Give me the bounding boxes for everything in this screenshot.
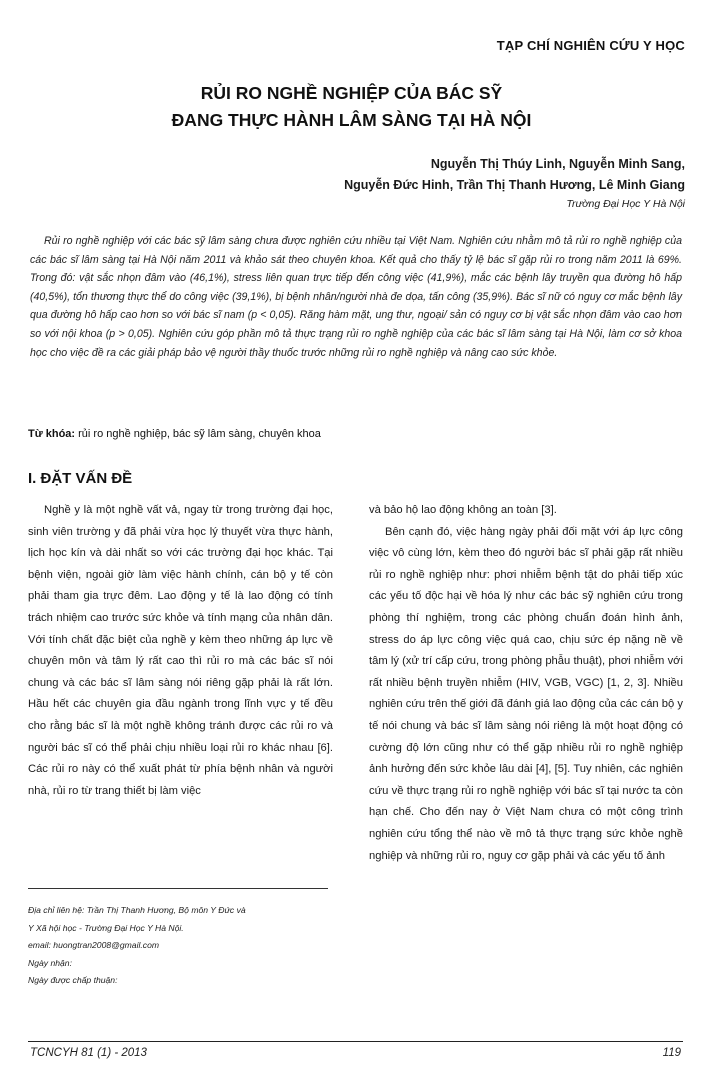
- section-heading: I. ĐẶT VẤN ĐỀ: [28, 470, 133, 487]
- keywords: [28, 428, 321, 440]
- footnote-department: Y Xã hội học - Trường Đại Học Y Hà Nội.: [28, 922, 184, 933]
- keywords-label: Từ khóa:: [28, 428, 76, 440]
- authors-line-2: Nguyễn Đức Hinh, Trần Thị Thanh Hương, Lê Minh Giang: [344, 178, 685, 192]
- article-title: [0, 80, 703, 134]
- footnote-email: email: huongtran2008@gmail.com: [28, 940, 160, 951]
- footer-divider: [28, 1041, 683, 1042]
- footnote: [28, 902, 340, 990]
- journal-name: TẠP CHÍ NGHIÊN CỨU Y HỌC: [496, 38, 685, 53]
- abstract: Rủi ro nghề nghiệp với các bác sỹ lâm sàng chưa được nghiên cứu nhiều tại Việt Nam. Nghiên cứu nhằm mô tả rủi ro nghề nghiệp của các bác sĩ lâm sàng tại Hà Nội năm 2011 và khảo sát theo chuyên khoa. Kết quả cho thấy tỷ lệ bác sĩ gặp rủi ro trong năm 2011 là 69%. Trong đó: vật sắc nhọn đâm vào (46,1%), stress liên quan trực tiếp đến công việc (41,9%), mắc các bệnh lây truyền qua đường hô hấp (40,5%), tổn thương thực thể do công việc (39,1%), bị bệnh nhân/người nhà đe dọa, tấn công (35,9%). Bác sĩ nữ có nguy cơ mắc bệnh lây qua đường hô hấp cao hơn so với bác sĩ nam (p < 0,05). Răng hàm mặt, ung thư, ngoại/ sản có nguy cơ bị vật sắc nhọn đâm vào cao hơn so với nội khoa (p > 0,05). Nghiên cứu góp phần mô tả thực trạng rủi ro nghề nghiệp của các bác sĩ lâm sàng tại Hà Nội, làm cơ sở khoa học cho việc đề ra các giải pháp bảo vệ người thầy thuốc trước những rủi ro nghề nghiệp và nâng cao sức khỏe.: [30, 235, 682, 359]
- paragraph-continued: và bảo hộ lao động không an toàn [3].: [369, 504, 557, 516]
- footnote-received: Ngày nhận:: [28, 957, 72, 968]
- title-line-1: RỦI RO NGHỀ NGHIỆP CỦA BÁC SỸ: [200, 83, 503, 103]
- title-line-2: ĐANG THỰC HÀNH LÂM SÀNG TẠI HÀ NỘI: [171, 110, 532, 130]
- body-column-right: [369, 500, 683, 867]
- affiliation: Trường Đại Học Y Hà Nội: [566, 198, 685, 210]
- authors-line-1: Nguyễn Thị Thúy Linh, Nguyễn Minh Sang,: [430, 157, 685, 171]
- keywords-text: rủi ro nghề nghiệp, bác sỹ lâm sàng, chuyên khoa: [78, 428, 321, 440]
- body-column-left: [28, 500, 333, 802]
- footnote-contact: Địa chỉ liên hệ: Trần Thị Thanh Hương, Bộ môn Y Đức và: [28, 905, 246, 915]
- paragraph: Nghề y là một nghề vất vả, ngay từ trong trường đại học, sinh viên trường y đã phải vừa học lý thuyết vừa thực hành, lịch học kín và dài nhất so với các trường đại học khác. Tại bệnh viện, ngoài giờ làm việc hành chính, cán bộ y tế còn phải tham gia trực đêm. Lao động y tế là lao động có tính trách nhiệm cao trước sức khỏe và tính mạng của nhân dân. Với tính chất đặc biệt của nghề y kèm theo những áp lực về chuyên môn và tâm lý rất cao thì rủi ro mà các bác sĩ nói chung và các bác sĩ lâm sàng nói riêng gặp phải là rất lớn. Hầu hết các chuyên gia đầu ngành trong lĩnh vực y tế đều cho rằng bác sĩ là một nghề không tránh được các rủi ro và người bác sĩ có thể phải chịu nhiều loại rủi ro khác nhau [6]. Các rủi ro này có thể xuất phát từ phía bệnh nhân và người nhà, rủi ro từ trang thiết bị làm việc: [28, 504, 333, 797]
- page-number: 119: [662, 1047, 681, 1059]
- authors: [344, 154, 685, 196]
- journal-issue: TCNCYH 81 (1) - 2013: [30, 1047, 147, 1059]
- footnote-accepted: Ngày được chấp thuận:: [28, 975, 118, 986]
- footnote-divider: [28, 888, 328, 889]
- paragraph: Bên cạnh đó, việc hàng ngày phải đối mặt với áp lực công việc vô cùng lớn, kèm theo đó người bác sĩ phải gặp rất nhiều rủi ro nghề nghiệp như: phơi nhiễm bệnh tật do phải tiếp xúc các yếu tố độc hại về hóa lý như các bác sỹ nghiên cứu trong phòng thí nghiệm, trong các phòng chuẩn đoán hình ảnh, stress do áp lực công việc quá cao, chịu sức ép nặng nề về tâm lý (xử trí cấp cứu, trong phòng phẫu thuật), phơi nhiễm với rất nhiều bệnh truyền nhiễm (HIV, VGB, VGC) [1, 2, 3]. Nhiều nghiên cứu trên thế giới đã đánh giá lao động của các cán bộ y tế nói chung và bác sĩ lâm sàng nói riêng là một hoạt động có cường độ lớn cũng như có thể gặp nhiều rủi ro nghề nghiệp ảnh hưởng đến sức khỏe lâu dài [4], [5]. Tuy nhiên, các nghiên cứu về thực trạng rủi ro nghề nghiệp với bác sĩ tại nước ta còn hạn chế. Cho đến nay ở Việt Nam chưa có một công trình nghiên cứu tổng thể nào về mô tả thực trạng sức khỏe nghề nghiệp và những rủi ro, nguy cơ gặp phải và các yếu tố ảnh: [369, 525, 683, 862]
